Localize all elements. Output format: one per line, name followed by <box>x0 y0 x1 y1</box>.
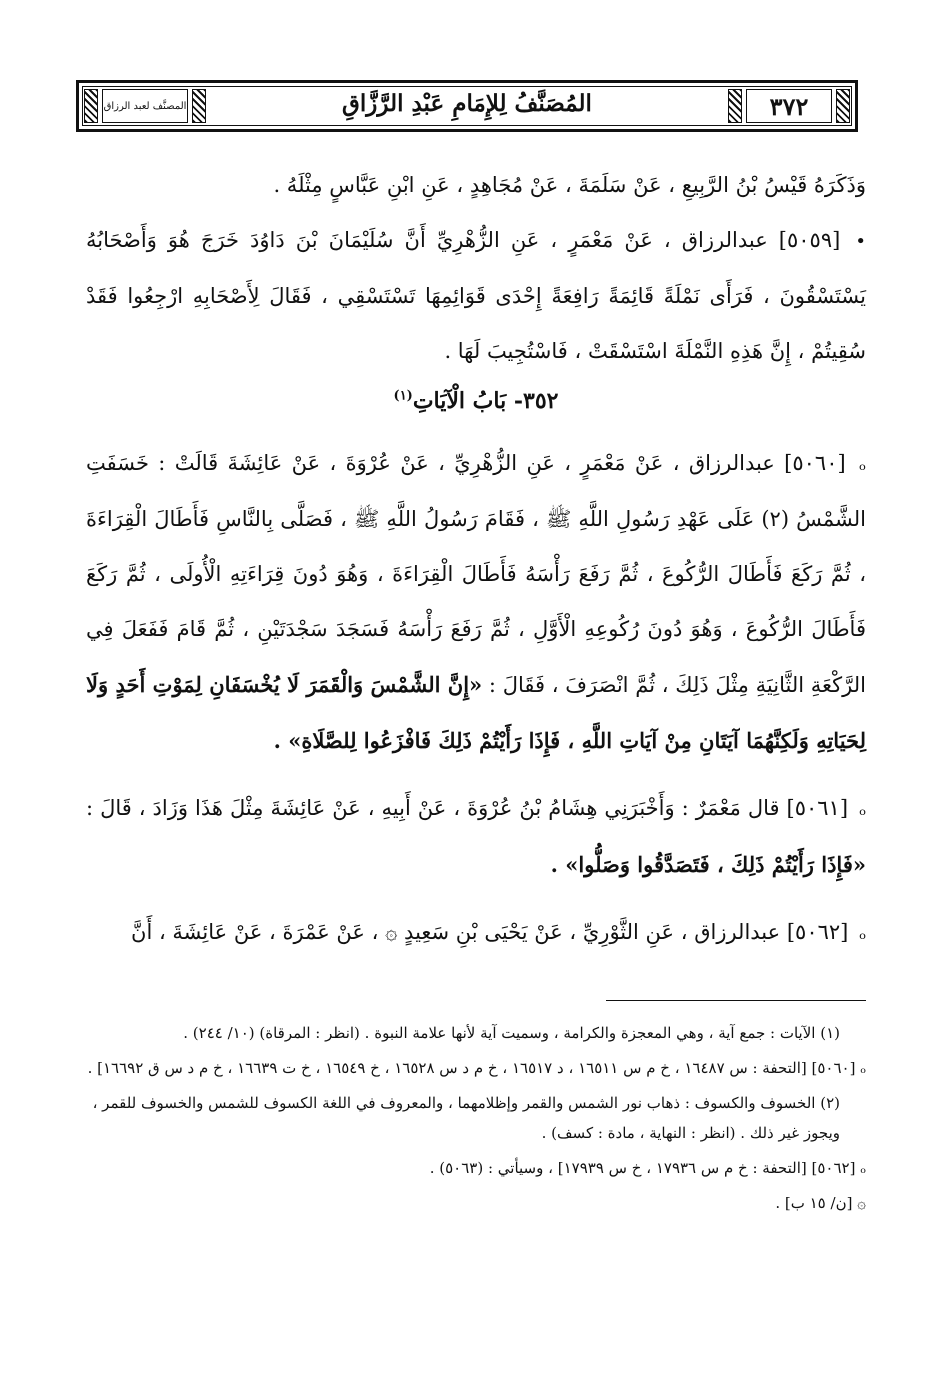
hadith-5060-text: [٥٠٦٠] عبدالرزاق ، عَنْ مَعْمَرٍ ، عَنِ الزُّهْرِيِّ ، عَنْ عُرْوَةَ ، عَنْ عَائِشَةَ قَالَتْ : خَسَفَتِ الشَّمْسُ (٢) عَلَى عَهْدِ رَسُولِ اللَّهِ ﷺ ، فَقَامَ رَسُولُ اللَّهِ ﷺ ، فَصَلَّى بِالنَّاسِ فَأَطَالَ الْقِرَاءَةَ ، ثُمَّ رَكَعَ فَأَطَالَ الرُّكُوعَ ، ثُمَّ رَفَعَ رَأْسَهُ فَأَطَالَ الْقِرَاءَةَ ، وَهُوَ دُونَ قِرَاءَتِهِ الْأُولَى ، ثُمَّ رَكَعَ فَأَطَالَ الرُّكُوعَ ، وَهُوَ دُونَ رُكُوعِهِ الْأَوَّلِ ، ثُمَّ رَفَعَ رَأْسَهُ فَسَجَدَ سَجْدَتَيْنِ ، ثُمَّ قَامَ فَفَعَلَ فِي الرَّكْعَةِ الثَّانِيَةِ مِثْلَ ذَلِكَ ، ثُمَّ انْصَرَفَ ، فَقَالَ : <box>86 451 867 697</box>
chapter-heading <box>86 388 866 414</box>
marker-5060: ₒ <box>859 454 866 475</box>
hadith-5062 <box>86 905 866 961</box>
chapter-title: ٣٥٢- بَابُ الْآيَاتِ <box>412 388 559 414</box>
bullet-5059: • <box>855 231 866 252</box>
chapter-footnote-ref: (١) <box>393 388 413 404</box>
line-intro: وَذَكَرَهُ قَيْسُ بْنُ الرَّبِيعِ ، عَنْ سَلَمَةَ ، عَنْ مُجَاهِدٍ ، عَنِ ابْنِ عَبَّاسٍ مِثْلَهُ . <box>273 173 866 197</box>
footnote-divider <box>606 1000 866 1001</box>
ornament-right <box>836 89 850 123</box>
marker-5061: ₒ <box>859 799 866 820</box>
title-seal: المصنَّف لعبد الرزاق <box>102 89 188 123</box>
page-number: ٣٧٢ <box>746 89 832 123</box>
hadith-5061-text: [٥٠٦١] قال مَعْمَرٌ : وَأَخْبَرَنِي هِشَامُ بْنُ عُرْوَةَ ، عَنْ أَبِيهِ ، عَنْ عَائِشَةَ مِثْلَ هَذَا وَزَادَ ، قَالَ : <box>86 796 849 820</box>
hadith-5059 <box>86 213 866 379</box>
hadith-5059-text: [٥٠٥٩] عبدالرزاق ، عَنْ مَعْمَرٍ ، عَنِ الزُّهْرِيِّ أَنَّ سُلَيْمَانَ بْنَ دَاوُدَ خَرَجَ هُوَ وَأَصْحَابُهُ يَسْتَسْقُونَ ، فَرَأَى نَمْلَةً قَائِمَةً رَافِعَةً إِحْدَى قَوَائِمِهَا تَسْتَسْقِي ، فَقَالَ لِأَصْحَابِهِ ارْجِعُوا فَقَدْ سُقِيتُمْ ، إِنَّ هَذِهِ النَّمْلَةَ اسْتَسْقَتْ ، فَاسْتُجِيبَ لَهَا . <box>86 228 866 363</box>
hadith-5060 <box>86 436 866 769</box>
manuscript-note: ۞ [ن/ ١٥ ب] . <box>775 1194 866 1212</box>
running-title: المُصَنَّفُ لِلإِمَامِ عَبْدِ الرَّزَّاقِ <box>342 90 592 117</box>
page-header <box>76 80 858 132</box>
hadith-5062-text: [٥٠٦٢] عبدالرزاق ، عَنِ الثَّوْرِيِّ ، عَنْ يَحْيَى بْنِ سَعِيدٍ ۞ ، عَنْ عَمْرَةَ ، عَنْ عَائِشَةَ ، أَنَّ <box>131 920 849 944</box>
ornament-right-inner <box>728 89 742 123</box>
hadith-5060-quote: «إِنَّ الشَّمْسَ وَالْقَمَرَ لَا يُخْسَفَانِ لِمَوْتِ أَحَدٍ وَلَا لِحَيَاتِهِ وَلَكِنَّهُمَا آيَتَانِ مِنْ آيَاتِ اللَّهِ ، فَإِذَا رَأَيْتُمْ ذَلِكَ فَافْزَعُوا لِلصَّلَاةِ» . <box>86 672 866 753</box>
main-text-top <box>86 158 866 379</box>
marker-5062: ₒ <box>859 923 866 944</box>
hadith-5061-quote: «فَإِذَا رَأَيْتُمْ ذَلِكَ ، فَتَصَدَّقُوا وَصَلُّوا» . <box>550 852 866 877</box>
tuhfa-5062: ₒ [٥٠٦٢] [التحفة : خ م س ١٧٩٣٦ ، خ س ١٧٩٣٩] ، وسيأتي : (٥٠٦٣) . <box>429 1159 866 1177</box>
hadith-5061 <box>86 781 866 893</box>
ornament-left <box>84 89 98 123</box>
main-text-bottom <box>86 436 866 961</box>
footnotes <box>86 1018 866 1223</box>
tuhfa-5060: ₒ [٥٠٦٠] [التحفة : س ١٦٤٨٧ ، خ م س ١٦٥١١ ، د ١٦٥١٧ ، خ م د س ١٦٥٢٨ ، خ ١٦٥٤٩ ، خ ت ١٦٦٣٩ ، خ م د س ق ١٦٦٩٢] . <box>87 1059 866 1077</box>
footnote-1: (١) الآيات : جمع آية ، وهي المعجزة والكرامة ، وسميت آية لأنها علامة النبوة . (انظر : المرقاة) (١٠/ ٢٤٤) . <box>183 1024 840 1042</box>
ornament-left-inner <box>192 89 206 123</box>
footnote-2: (٢) الخسوف والكسوف : ذهاب نور الشمس والقمر وإظلامهما ، والمعروف في اللغة الكسوف للشمس والخسوف للقمر ، ويجوز غير ذلك . (انظر : النهاية ، مادة : كسف) . <box>92 1094 840 1142</box>
